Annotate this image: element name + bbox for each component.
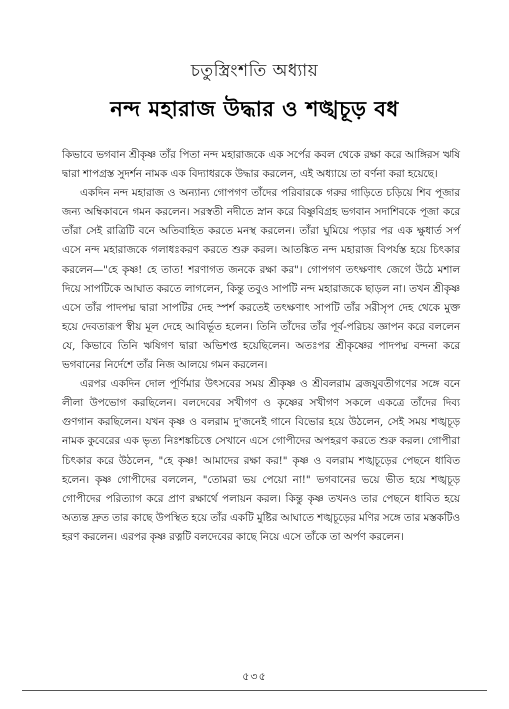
footer-divider <box>22 690 487 691</box>
body-text <box>62 146 460 547</box>
paragraph-shankhachuda: এরপর একদিন দোল পূর্ণিমার উৎসবের সময় শ্রীকৃষ্ণ ও শ্রীবলরাম ব্রজযুবতীগণের সঙ্গে বনে লীলা উপভোগ করছিলেন। বলদেবের সখীগণ ও কৃষ্ণের সখীগণ সকলে একত্রে তাঁদের দিব্য গুণগান করছিলেন। যখন কৃষ্ণ ও বলরাম দু'জনেই গানে বিভোর হয়ে উঠলেন, সেই সময় শঙ্খচূড় নামক কুবেরের এক ভৃত্য নিঃশঙ্কচিত্তে সেখানে এসে গোপীদের অপহরণ করতে শুরু করল। গোপীরা চিৎকার করে উঠলেন, "হে কৃষ্ণ! আমাদের রক্ষা কর!" কৃষ্ণ ও বলরাম শঙ্খচূড়ের পেছনে ধাবিত হলেন। কৃষ্ণ গোপীদের বললেন, "তোমরা ভয় পেয়ো না!" ভগবানের ভয়ে ভীত হয়ে শঙ্খচূড় গোপীদের পরিত্যাগ করে প্রাণ রক্ষার্থে পলায়ন করল। কিন্তু কৃষ্ণ তখনও তার পেছনে ধাবিত হয়ে অত্যন্ত দ্রুত তার কাছে উপস্থিত হয়ে তাঁর একটি মুষ্টির আঘাতে শঙ্খচূড়ের মণির সঙ্গে তার মস্তকটিও হরণ করলেন। এরপর কৃষ্ণ রত্নটি বলদেবের কাছে নিয়ে এসে তাঁকে তা অর্পণ করলেন। <box>62 378 460 543</box>
page-number: ৫৩৫ <box>242 670 267 683</box>
chapter-title: নন্দ মহারাজ উদ্ধার ও শঙ্খচূড় বধ <box>110 96 399 121</box>
chapter-number-heading: চতুস্ত্রিংশতি অধ্যায় <box>190 61 319 81</box>
paragraph-summary: কিভাবে ভগবান শ্রীকৃষ্ণ তাঁর পিতা নন্দ মহারাজকে এক সর্পের কবল থেকে রক্ষা করে আঙ্গিরস ঋষি দ্বারা শাপগ্রস্ত সুদর্শন নামক এক বিদ্যাধরকে উদ্ধার করলেন, এই অধ্যায়ে তা বর্ণনা করা হয়েছে। <box>62 149 460 181</box>
paragraph-nanda-rescue: একদিন নন্দ মহারাজ ও অন্যান্য গোপগণ তাঁদের পরিবারকে গরুর গাড়িতে চড়িয়ে শিব পূজার জন্য অম্বিকাবনে গমন করলেন। সরস্বতী নদীতে স্নান করে বিষ্ণুবিগ্রহ ভগবান সদাশিবকে পূজা করে তাঁরা সেই রাত্রিটি বনে অতিবাহিত করতে মনস্থ করলেন। তাঁরা ঘুমিয়ে পড়ার পর এক ক্ষুধার্ত সর্প এসে নন্দ মহারাজকে গলাধঃকরণ করতে শুরু করল। আতঙ্কিত নন্দ মহারাজ বিপর্যস্ত হয়ে চিৎকার করলেন—"হে কৃষ্ণ! হে তাত! শরণাগত জনকে রক্ষা কর"। গোপগণ তৎক্ষণাৎ জেগে উঠে মশাল দিয়ে সাপটিকে আঘাত করতে লাগলেন, কিন্তু তবুও সাপটি নন্দ মহারাজকে ছাড়ল না। তখন শ্রীকৃষ্ণ এসে তাঁর পাদপদ্ম দ্বারা সাপটির দেহ স্পর্শ করতেই তৎক্ষণাৎ সাপটি তাঁর সরীসৃপ দেহ থেকে মুক্ত হয়ে দেবতারূপ স্বীয় মূল দেহে আবির্ভূত হলেন। তিনি তাঁদের তাঁর পূর্ব-পরিচয় জ্ঞাপন করে বললেন যে, কিভাবে তিনি ঋষিগণ দ্বারা অভিশপ্ত হয়েছিলেন। অতঃপর শ্রীকৃষ্ণের পাদপদ্ম বন্দনা করে ভগবানের নির্দেশে তাঁর নিজ আলয়ে গমন করলেন। <box>62 187 460 372</box>
